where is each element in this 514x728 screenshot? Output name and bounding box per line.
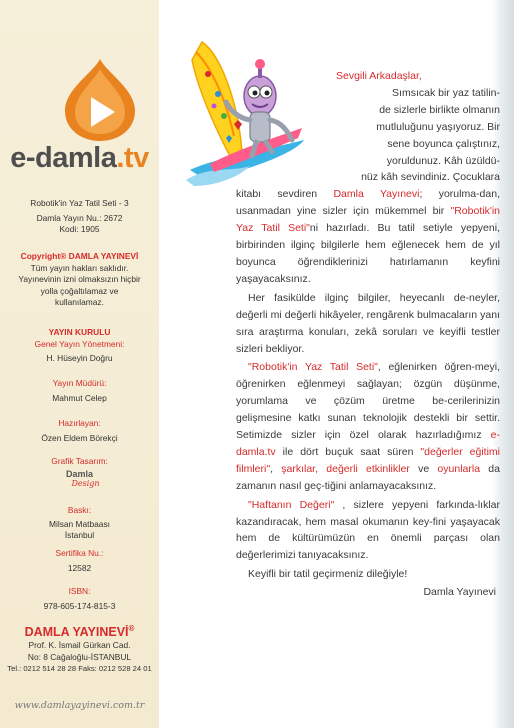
brand-main: e-damla <box>10 142 117 174</box>
text-run: , <box>270 462 282 475</box>
letter-closing: Keyifli bir tatil geçirmeniz dileğiyle! <box>248 568 408 581</box>
brand-logo-text <box>0 142 159 175</box>
print-line: Milsan Matbaası <box>49 518 110 529</box>
play-drop-logo-icon <box>55 55 145 145</box>
brand-suffix: .tv <box>116 142 149 174</box>
print-block <box>0 505 159 542</box>
damla-design-logo <box>0 470 159 488</box>
address-line: Tel.: 0212 514 28 28 Faks: 0212 528 24 01 <box>7 664 152 673</box>
design-logo-bottom: Design <box>71 478 100 488</box>
isbn-block <box>0 586 159 612</box>
isbn-role: ISBN: <box>68 586 91 596</box>
copyright-line: Tüm yayın hakları saklıdır. <box>30 262 129 273</box>
text-run: da zamanın nasıl geç-tiğini anlamayacaksınız. <box>236 462 500 492</box>
design-role: Grafik Tasarım: <box>51 456 108 466</box>
letter-line: yoruldunuz. Kâh üzüldü- <box>386 154 500 167</box>
letter-line: Sımsıcak bir yaz tatilin- <box>392 86 500 99</box>
weekly-value-highlight: "Haftanın Değeri" <box>248 498 335 511</box>
series-info <box>0 198 159 236</box>
letter-paragraph-2: Her fasikülde ilginç bilgiler, heyecanlı de-neyler, değerli mi değerli hikâyeler, rengârenk bulmacaların yanı sıra araştırma konuları, zekâ soruları ve keyifli testler sizleri bekliyor. <box>236 291 500 355</box>
prep-block <box>0 418 159 444</box>
letter-line: de sizlerle birlikte olmanın <box>379 103 500 116</box>
letter-greeting: Sevgili Arkadaşlar, <box>336 70 422 82</box>
cert-role: Sertifika Nu.: <box>55 548 104 558</box>
text-run: , eğlenirken öğren-meyi, öğrenirken eğlenmeyi sağlayan; özgün düşünme, yorumlama ve çözüm üretme be-cerilerinizin gelişmesine katkı sunan teknolojik destekli bir settir. Setimizde sizler için özel olarak hazırladığımız <box>236 361 500 442</box>
cert-block <box>0 548 159 574</box>
print-role: Baskı: <box>67 505 92 515</box>
text-run: ve <box>409 462 438 475</box>
set-name-highlight: "Robotik'in Yaz Tatil Seti" <box>248 361 378 374</box>
board-heading: YAYIN KURULU <box>48 327 111 337</box>
copyright-block <box>0 251 159 309</box>
prep-role: Hazırlayan: <box>58 418 101 428</box>
address-line: No: 8 Cağaloğlu-İSTANBUL <box>27 651 132 662</box>
prep-name: Özen Eldem Börekçi <box>41 432 118 443</box>
text-run: , sizlere yepyeni farkında-lıklar kazandıracak, hem masal okumanın key-fini yaşayacak hem de kültürümüzün en önemli parçası olan değerlerimizi tanıyacaksınız. <box>236 498 500 562</box>
print-line: İstanbul <box>64 530 95 540</box>
songs-highlight: şarkılar, değerli etkinlikler <box>281 462 410 475</box>
copyright-line: yolla çoğaltılamaz ve <box>40 285 119 296</box>
site-highlight: e-damla.tv <box>236 429 500 458</box>
registered-mark: ® <box>128 624 135 633</box>
letter-paragraph-1 <box>236 186 500 287</box>
text-run: ni hazırladı. Bu tatil setiyle yepyeni, birbirinden ilginç bilgilerle hem eğlenecek hem de yıl boyunca öğrendiklerinizi hatırlamanın keyfini yaşayacaksınız. <box>236 222 500 285</box>
address-block <box>0 640 159 675</box>
letter-signature: Damla Yayınevi <box>423 586 496 599</box>
editor-role: Yayın Müdürü: <box>52 378 107 388</box>
code: Kodi: 1905 <box>59 224 100 234</box>
pub-no: Damla Yayın Nu.: 2672 <box>36 212 123 223</box>
letter-line: mutluluğunu yaşıyoruz. Bir <box>376 120 500 133</box>
board-block <box>0 327 159 365</box>
cert-value: 12582 <box>67 562 92 573</box>
address-line: Prof. K. İsmail Gürkan Cad. <box>28 640 131 650</box>
series-title: Robotik'in Yaz Tatil Seti - 3 <box>30 198 129 208</box>
design-block <box>0 456 159 488</box>
set-name-highlight: "Robotik'in Yaz Tatil Seti" <box>236 205 500 235</box>
films-highlight: "değerler eğitimi filmleri" <box>236 445 500 475</box>
letter-line: nüz kâh sevindiniz. Çocuklara <box>361 171 500 184</box>
letter-body <box>236 68 500 601</box>
text-run: kitabı sevdiren <box>236 188 334 201</box>
editor-name: Mahmut Celep <box>52 392 107 403</box>
letter-paragraph-3 <box>236 359 500 494</box>
text-run: ile dört buçuk saat süren <box>275 445 421 458</box>
copyright-line: kullanılamaz. <box>55 297 104 307</box>
isbn-value: 978-605-174-815-3 <box>43 600 116 611</box>
publisher-name <box>0 624 159 639</box>
copyright-line: Yayınevinin izni olmaksızın hiçbir <box>18 274 141 284</box>
publisher-highlight: Damla Yayınevi <box>333 188 420 201</box>
website-url[interactable]: www.damlayayinevi.com.tr <box>14 700 145 711</box>
letter-line: sene boyunca çalıştınız, <box>387 137 500 150</box>
editor-block <box>0 378 159 404</box>
board-name: H. Hüseyin Doğru <box>46 353 113 363</box>
board-role: Genel Yayın Yönetmeni: <box>34 338 125 349</box>
games-highlight: oyunlarla <box>437 462 481 475</box>
publisher-text: DAMLA YAYINEVİ <box>24 625 129 640</box>
design-logo-top: Damla <box>65 468 93 479</box>
letter-paragraph-4 <box>236 497 500 565</box>
text-run: ; yorulma-dan, usanmadan yine sizler için mükemmel bir <box>236 188 500 218</box>
copyright-heading: Copyright® DAMLA YAYINEVİ <box>20 251 139 261</box>
